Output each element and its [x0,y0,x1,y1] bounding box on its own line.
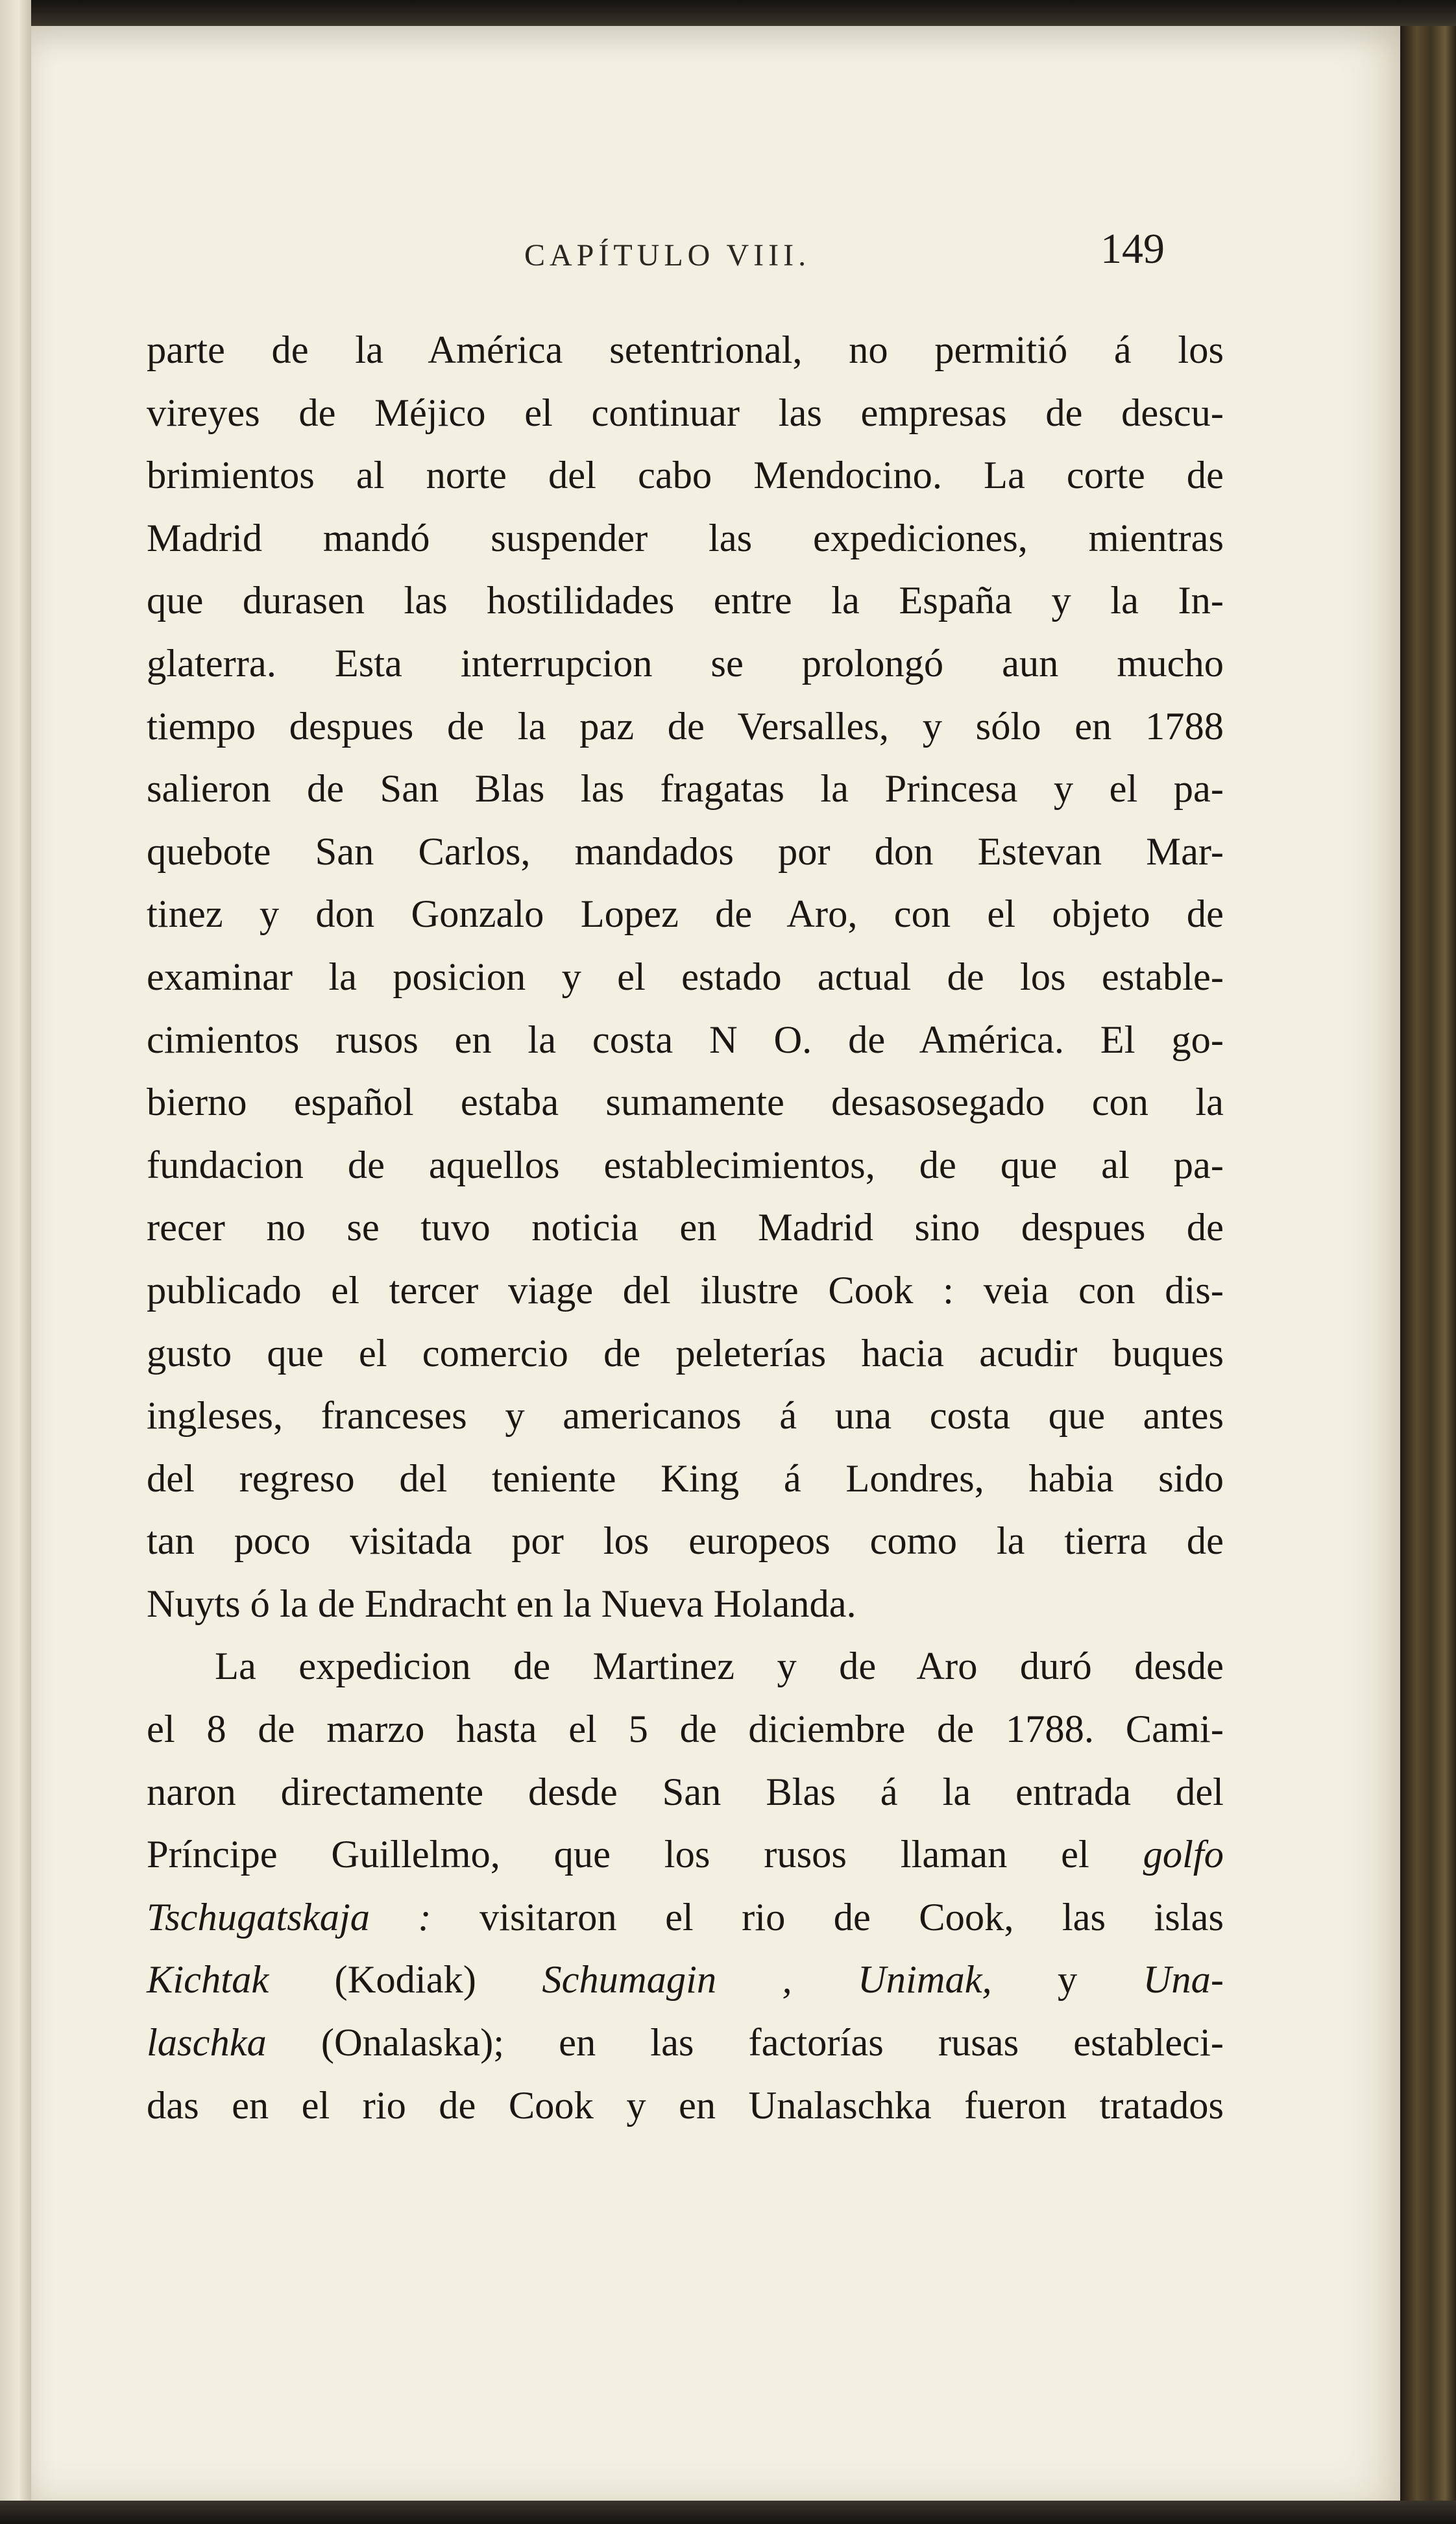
text-line: recer no se tuvo noticia en Madrid sino despues de [147,1206,1224,1250]
text-line: naron directamente desde San Blas á la entrada del [147,1770,1224,1814]
text-line: tiempo despues de la paz de Versalles, y sólo en 1788 [147,704,1224,748]
text-line: publicado el tercer viage del ilustre Cook : veia con dis- [147,1268,1224,1312]
text-line: das en el rio de Cook y en Unalaschka fueron tratados [147,2083,1224,2127]
text-line: La expedicion de Martinez y de Aro duró desde [215,1645,1224,1689]
italic-text: Schumagin , Unimak, [542,1958,992,2002]
text-line: Nuyts ó la de Endracht en la Nueva Holanda. [147,1582,856,1626]
text-line: del regreso del teniente King á Londres, habia sido [147,1456,1224,1501]
text-line: el 8 de marzo hasta el 5 de diciembre de 1788. Cami- [147,1708,1224,1752]
text-line [147,1949,1224,2012]
text-line: cimientos rusos en la costa N O. de América. El go- [147,1018,1224,1062]
text-line: bierno español estaba sumamente desasosegado con la [147,1081,1224,1125]
text-line: tinez y don Gonzalo Lopez de Aro, con el objeto de [147,892,1224,937]
italic-text: Kichtak [147,1958,269,2002]
text-line [147,2012,1224,2075]
running-head [31,225,1400,302]
text-run: y [1058,1958,1078,2002]
text-line: Madrid mandó suspender las expediciones, mientras [147,516,1224,560]
book-page [31,26,1400,2501]
italic-text: Una- [1143,1958,1224,2002]
book-binding-edge [1400,26,1456,2524]
scan-top-edge [0,0,1456,26]
scan-left-edge [0,0,31,2524]
italic-text: Tschugatskaja : [147,1895,431,1939]
text-run: visitaron el rio de Cook, las islas [479,1895,1224,1939]
text-line: fundacion de aquellos establecimientos, de que al pa- [147,1143,1224,1187]
scan-bottom-edge [0,2501,1456,2524]
text-run: (Kodiak) [334,1958,476,2002]
text-line: parte de la América setentrional, no permitió á los [147,328,1224,372]
paragraph-1 [147,319,1224,1636]
text-line [147,1824,1224,1887]
body-text [147,319,1224,2137]
text-run: Príncipe Guillelmo, que los rusos llaman el [147,1833,1089,1877]
paragraph-2 [147,1636,1224,2137]
text-line: brimientos al norte del cabo Mendocino. La corte de [147,454,1224,498]
text-line: que durasen las hostilidades entre la España y la In- [147,579,1224,623]
text-line: examinar la posicion y el estado actual de los estable- [147,955,1224,999]
text-line: quebote San Carlos, mandados por don Estevan Mar- [147,829,1224,874]
text-run: (Onalaska); en las factorías rusas estableci- [321,2021,1224,2065]
text-line: glaterra. Esta interrupcion se prolongó aun mucho [147,641,1224,685]
text-line: gusto que el comercio de peleterías hacia acudir buques [147,1331,1224,1375]
text-line [147,1887,1224,1950]
page-number: 149 [1100,225,1165,273]
chapter-title: CAPÍTULO VIII. [524,238,811,273]
text-line: ingleses, franceses y americanos á una costa que antes [147,1394,1224,1438]
italic-text: laschka [147,2021,267,2065]
italic-text: golfo [1143,1833,1224,1877]
text-line: tan poco visitada por los europeos como la tierra de [147,1519,1224,1563]
text-line: vireyes de Méjico el continuar las empresas de descu- [147,391,1224,435]
text-line: salieron de San Blas las fragatas la Princesa y el pa- [147,767,1224,811]
